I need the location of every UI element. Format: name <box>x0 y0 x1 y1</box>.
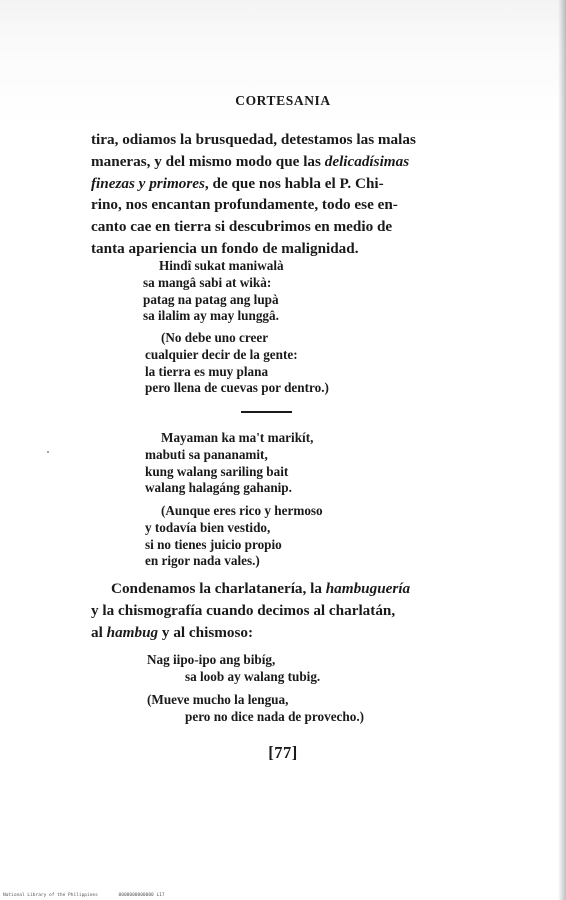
paper-speck <box>47 451 49 453</box>
verse-line: (No debe uno creer <box>161 330 269 345</box>
verse-line: Mayaman ka ma't marikít, <box>161 430 314 445</box>
section-divider <box>241 411 292 413</box>
text-line: tira, odiamos la brusquedad, detestamos las malas <box>91 131 416 148</box>
verse-line: cualquier decir de la gente: <box>145 346 298 362</box>
verse-line: sa mangâ sabi at wikà: <box>143 274 272 290</box>
verse-line: y todavía bien vestido, <box>145 519 271 535</box>
text-line: rino, nos encantan profundamente, todo ese en- <box>91 196 398 214</box>
verse-line: en rigor nada vales.) <box>145 553 260 569</box>
verse-3-spanish <box>147 692 364 726</box>
verse-line: mabuti sa pananamit, <box>145 446 268 462</box>
text-line: tanta apariencia un fondo de malignidad. <box>91 239 359 257</box>
scan-id: 0000000000000 L17 <box>118 893 165 898</box>
verse-1-tagalog <box>143 258 284 325</box>
verse-1-spanish <box>145 330 329 397</box>
verse-line: si no tienes juicio propio <box>145 536 282 552</box>
text-line: al hambug y al chismoso: <box>91 623 254 641</box>
text-line: y la chismografía cuando decimos al charlatán, <box>91 601 396 619</box>
library-credit: National Library of the Philippines <box>3 893 98 898</box>
text-line: maneras, y del mismo modo que las delicadísimas <box>91 152 410 170</box>
verse-line: pero llena de cuevas por dentro.) <box>145 380 329 396</box>
paragraph-1 <box>91 129 441 260</box>
text-line: Condenamos la charlatanería, la hambuguería <box>111 580 411 597</box>
verse-line: sa ilalim ay may lunggâ. <box>143 308 279 324</box>
emphasis: delicadísimas <box>324 152 410 170</box>
emphasis: hambuguería <box>325 580 411 597</box>
verse-line: kung walang sariling bait <box>145 463 289 479</box>
verse-2-spanish <box>145 503 323 570</box>
verse-line: (Mueve mucho la lengua, <box>147 692 289 707</box>
verse-3-tagalog <box>147 652 320 686</box>
verse-line: patag na patag ang lupà <box>143 291 279 307</box>
emphasis: hambug <box>106 623 159 641</box>
text-line: canto cae en tierra si descubrimos en medio de <box>91 218 393 236</box>
running-head: CORTESANIA <box>235 93 331 108</box>
verse-line: (Aunque eres rico y hermoso <box>161 503 323 518</box>
page-number: [77] <box>268 743 298 762</box>
verse-line: pero no dice nada de provecho.) <box>185 708 365 724</box>
page-edge-shadow <box>558 0 566 900</box>
verse-line: sa loob ay walang tubig. <box>185 668 321 684</box>
text-line: finezas y primores, de que nos habla el P. Chi- <box>91 174 384 192</box>
scan-footer <box>3 893 165 898</box>
paragraph-2 <box>91 578 441 643</box>
verse-line: walang halagáng gahanip. <box>145 480 292 496</box>
verse-line: Nag iipo-ipo ang bibíg, <box>147 652 276 667</box>
verse-2-tagalog <box>145 430 313 497</box>
verse-line: la tierra es muy plana <box>145 363 269 379</box>
verse-line: Hindî sukat maniwalà <box>159 258 284 273</box>
emphasis: finezas y primores <box>91 174 205 192</box>
